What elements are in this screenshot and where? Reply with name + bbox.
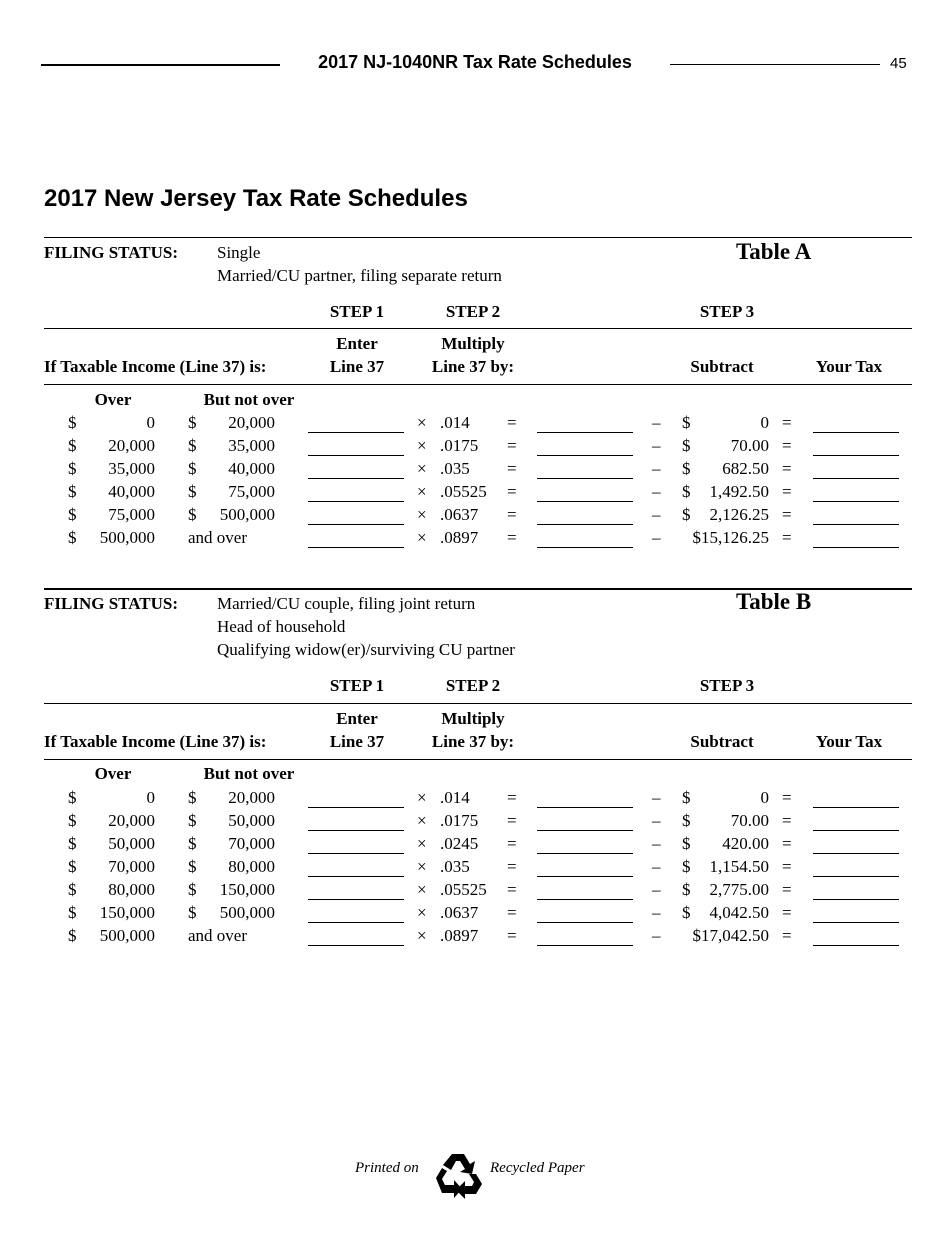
subtract-amount: 2,126.25: [709, 505, 769, 524]
subtract-amount: 420.00: [722, 834, 769, 853]
dollar-sign: $: [68, 903, 77, 922]
times-sign: ×: [417, 528, 427, 547]
page-header-title: 2017 NJ-1040NR Tax Rate Schedules: [318, 52, 632, 72]
times-sign: ×: [417, 926, 427, 945]
over-value: 0: [146, 788, 155, 807]
over-heading: Over: [94, 764, 132, 783]
your-tax-blank[interactable]: [813, 501, 899, 502]
table-a-header-rule: [44, 384, 912, 385]
product-blank[interactable]: [537, 478, 633, 479]
your-tax-blank[interactable]: [813, 876, 899, 877]
minus-sign: –: [652, 482, 661, 501]
dollar-sign: $: [68, 482, 77, 501]
filing-status-label: FILING STATUS:: [44, 243, 178, 262]
footer-recycled-paper: Recycled Paper: [490, 1160, 585, 1176]
product-blank[interactable]: [537, 547, 633, 548]
dollar-sign: $: [188, 436, 197, 455]
step1-heading: STEP 1: [329, 676, 385, 695]
page-title: 2017 New Jersey Tax Rate Schedules: [44, 185, 468, 212]
not-over-value: 35,000: [228, 436, 275, 455]
dollar-sign: $: [188, 857, 197, 876]
times-sign: ×: [417, 505, 427, 524]
subtract-heading: Subtract: [690, 732, 754, 751]
dollar-sign: $: [188, 505, 197, 524]
equals-sign: =: [782, 482, 792, 501]
dollar-sign: $: [682, 880, 691, 899]
equals-sign: =: [782, 880, 792, 899]
line37-by-heading: Line 37 by:: [431, 732, 515, 751]
step3-heading: STEP 3: [699, 676, 755, 695]
equals-sign: =: [782, 926, 792, 945]
subtract-amount: 1,154.50: [709, 857, 769, 876]
line37-by-heading: Line 37 by:: [431, 357, 515, 376]
dollar-sign: $: [682, 436, 691, 455]
your-tax-blank[interactable]: [813, 432, 899, 433]
page-number: 45: [890, 55, 907, 72]
subtract-heading: Subtract: [690, 357, 754, 376]
over-value: 80,000: [108, 880, 155, 899]
table-row: [0, 459, 950, 479]
your-tax-blank[interactable]: [813, 899, 899, 900]
not-over-value: 50,000: [228, 811, 275, 830]
over-value: 20,000: [108, 811, 155, 830]
line37-heading: Line 37: [329, 357, 385, 376]
tax-rate: .014: [440, 413, 470, 432]
over-value: 75,000: [108, 505, 155, 524]
footer-printed-on: Printed on: [355, 1160, 419, 1176]
not-over-value: and over: [188, 528, 248, 547]
dollar-sign: $: [682, 505, 691, 524]
filing-status-item: Qualifying widow(er)/surviving CU partner: [217, 640, 515, 659]
dollar-sign: $: [682, 834, 691, 853]
not-over-value: 20,000: [228, 788, 275, 807]
equals-sign: =: [782, 413, 792, 432]
times-sign: ×: [417, 903, 427, 922]
minus-sign: –: [652, 811, 661, 830]
dollar-sign: $: [188, 788, 197, 807]
dollar-sign: $: [188, 482, 197, 501]
table-row: [0, 482, 950, 502]
equals-sign: =: [507, 811, 517, 830]
table-row: [0, 528, 950, 548]
dollar-sign: $: [68, 926, 77, 945]
table-row: [0, 857, 950, 877]
dollar-sign: $: [188, 459, 197, 478]
table-row: [0, 505, 950, 525]
equals-sign: =: [782, 857, 792, 876]
table-name: Table A: [736, 239, 812, 264]
your-tax-blank[interactable]: [813, 945, 899, 946]
line37-entry-blank[interactable]: [308, 853, 404, 854]
table-row: [0, 436, 950, 456]
dollar-sign: $: [68, 811, 77, 830]
over-value: 50,000: [108, 834, 155, 853]
income-heading: If Taxable Income (Line 37) is:: [44, 357, 267, 376]
product-blank[interactable]: [537, 853, 633, 854]
not-over-value: 500,000: [219, 903, 275, 922]
tax-rate: .0245: [440, 834, 479, 853]
dollar-sign: $: [682, 413, 691, 432]
table-row: [0, 880, 950, 900]
minus-sign: –: [652, 528, 661, 547]
tax-rate: .0637: [440, 505, 479, 524]
product-blank[interactable]: [537, 455, 633, 456]
times-sign: ×: [417, 788, 427, 807]
but-not-over-heading: But not over: [203, 390, 295, 409]
step1-heading: STEP 1: [329, 302, 385, 321]
subtract-amount: $17,042.50: [692, 926, 769, 945]
your-tax-blank[interactable]: [813, 922, 899, 923]
your-tax-blank[interactable]: [813, 853, 899, 854]
times-sign: ×: [417, 857, 427, 876]
filing-status-item: Married/CU partner, filing separate return: [217, 266, 502, 285]
over-heading: Over: [94, 390, 132, 409]
table-row: [0, 788, 950, 808]
dollar-sign: $: [188, 811, 197, 830]
line37-entry-blank[interactable]: [308, 455, 404, 456]
your-tax-blank[interactable]: [813, 478, 899, 479]
dollar-sign: $: [682, 459, 691, 478]
times-sign: ×: [417, 459, 427, 478]
product-blank[interactable]: [537, 524, 633, 525]
times-sign: ×: [417, 811, 427, 830]
product-blank[interactable]: [537, 432, 633, 433]
table-row: [0, 811, 950, 831]
equals-sign: =: [782, 811, 792, 830]
product-blank[interactable]: [537, 501, 633, 502]
over-value: 35,000: [108, 459, 155, 478]
minus-sign: –: [652, 505, 661, 524]
times-sign: ×: [417, 436, 427, 455]
tax-rate: .0175: [440, 811, 479, 830]
over-value: 500,000: [99, 926, 155, 945]
minus-sign: –: [652, 436, 661, 455]
equals-sign: =: [782, 528, 792, 547]
not-over-value: and over: [188, 926, 248, 945]
equals-sign: =: [507, 880, 517, 899]
not-over-value: 40,000: [228, 459, 275, 478]
dollar-sign: $: [682, 788, 691, 807]
minus-sign: –: [652, 788, 661, 807]
filing-status-item: Single: [217, 243, 261, 262]
dollar-sign: $: [68, 788, 77, 807]
not-over-value: 20,000: [228, 413, 275, 432]
equals-sign: =: [507, 413, 517, 432]
filing-status-label: FILING STATUS:: [44, 594, 178, 613]
dollar-sign: $: [682, 482, 691, 501]
over-value: 150,000: [99, 903, 155, 922]
line37-entry-blank[interactable]: [308, 807, 404, 808]
not-over-value: 80,000: [228, 857, 275, 876]
minus-sign: –: [652, 857, 661, 876]
over-value: 500,000: [99, 528, 155, 547]
over-value: 70,000: [108, 857, 155, 876]
your-tax-blank[interactable]: [813, 455, 899, 456]
table-a-step-rule: [44, 328, 912, 329]
subtract-amount: 1,492.50: [709, 482, 769, 501]
over-value: 20,000: [108, 436, 155, 455]
dollar-sign: $: [188, 903, 197, 922]
equals-sign: =: [507, 459, 517, 478]
equals-sign: =: [782, 903, 792, 922]
multiply-heading: Multiply: [441, 334, 505, 353]
over-value: 40,000: [108, 482, 155, 501]
equals-sign: =: [782, 459, 792, 478]
your-tax-blank[interactable]: [813, 547, 899, 548]
line37-entry-blank[interactable]: [308, 478, 404, 479]
product-blank[interactable]: [537, 922, 633, 923]
table-row: [0, 834, 950, 854]
line37-entry-blank[interactable]: [308, 876, 404, 877]
line37-entry-blank[interactable]: [308, 432, 404, 433]
times-sign: ×: [417, 482, 427, 501]
subtract-amount: 70.00: [730, 436, 769, 455]
dollar-sign: $: [68, 459, 77, 478]
tax-rate: .035: [440, 459, 470, 478]
line37-entry-blank[interactable]: [308, 830, 404, 831]
equals-sign: =: [507, 436, 517, 455]
line37-heading: Line 37: [329, 732, 385, 751]
your-tax-heading: Your Tax: [815, 732, 883, 751]
dollar-sign: $: [68, 505, 77, 524]
table-a-top-rule: [44, 237, 912, 238]
line37-entry-blank[interactable]: [308, 501, 404, 502]
subtract-amount: 682.50: [722, 459, 769, 478]
equals-sign: =: [782, 505, 792, 524]
enter-heading: Enter: [336, 334, 378, 353]
tax-rate: .05525: [440, 880, 487, 899]
subtract-amount: $15,126.25: [692, 528, 769, 547]
minus-sign: –: [652, 903, 661, 922]
but-not-over-heading: But not over: [203, 764, 295, 783]
subtract-amount: 4,042.50: [709, 903, 769, 922]
dollar-sign: $: [682, 811, 691, 830]
step2-heading: STEP 2: [445, 676, 501, 695]
equals-sign: =: [507, 788, 517, 807]
minus-sign: –: [652, 880, 661, 899]
tax-rate: .0175: [440, 436, 479, 455]
recycle-icon: [432, 1150, 484, 1202]
dollar-sign: $: [682, 903, 691, 922]
dollar-sign: $: [188, 880, 197, 899]
dollar-sign: $: [188, 834, 197, 853]
your-tax-blank[interactable]: [813, 524, 899, 525]
product-blank[interactable]: [537, 807, 633, 808]
product-blank[interactable]: [537, 945, 633, 946]
header-rule-right: [670, 64, 880, 65]
your-tax-heading: Your Tax: [815, 357, 883, 376]
equals-sign: =: [507, 926, 517, 945]
equals-sign: =: [507, 482, 517, 501]
minus-sign: –: [652, 926, 661, 945]
not-over-value: 70,000: [228, 834, 275, 853]
times-sign: ×: [417, 880, 427, 899]
equals-sign: =: [782, 788, 792, 807]
not-over-value: 150,000: [219, 880, 275, 899]
line37-entry-blank[interactable]: [308, 945, 404, 946]
table-row: [0, 413, 950, 433]
line37-entry-blank[interactable]: [308, 547, 404, 548]
table-b-header-rule: [44, 759, 912, 760]
equals-sign: =: [507, 903, 517, 922]
table-row: [0, 903, 950, 923]
line37-entry-blank[interactable]: [308, 899, 404, 900]
table-b-step-rule: [44, 703, 912, 704]
equals-sign: =: [782, 436, 792, 455]
subtract-amount: 2,775.00: [709, 880, 769, 899]
line37-entry-blank[interactable]: [308, 524, 404, 525]
your-tax-blank[interactable]: [813, 807, 899, 808]
step3-heading: STEP 3: [699, 302, 755, 321]
dollar-sign: $: [68, 834, 77, 853]
table-name: Table B: [736, 589, 812, 614]
tax-rate: .0637: [440, 903, 479, 922]
your-tax-blank[interactable]: [813, 830, 899, 831]
minus-sign: –: [652, 413, 661, 432]
tax-rate: .05525: [440, 482, 487, 501]
dollar-sign: $: [68, 436, 77, 455]
minus-sign: –: [652, 459, 661, 478]
income-heading: If Taxable Income (Line 37) is:: [44, 732, 267, 751]
step2-heading: STEP 2: [445, 302, 501, 321]
filing-status-item: Head of household: [217, 617, 346, 636]
tax-rate: .0897: [440, 926, 479, 945]
subtract-amount: 70.00: [730, 811, 769, 830]
equals-sign: =: [507, 528, 517, 547]
subtract-amount: 0: [760, 413, 769, 432]
dollar-sign: $: [68, 880, 77, 899]
dollar-sign: $: [188, 413, 197, 432]
equals-sign: =: [507, 505, 517, 524]
multiply-heading: Multiply: [441, 709, 505, 728]
dollar-sign: $: [682, 857, 691, 876]
dollar-sign: $: [68, 528, 77, 547]
minus-sign: –: [652, 834, 661, 853]
product-blank[interactable]: [537, 830, 633, 831]
subtract-amount: 0: [760, 788, 769, 807]
not-over-value: 500,000: [219, 505, 275, 524]
over-value: 0: [146, 413, 155, 432]
equals-sign: =: [507, 857, 517, 876]
equals-sign: =: [507, 834, 517, 853]
dollar-sign: $: [68, 413, 77, 432]
product-blank[interactable]: [537, 899, 633, 900]
equals-sign: =: [782, 834, 792, 853]
filing-status-item: Married/CU couple, filing joint return: [217, 594, 476, 613]
tax-rate: .035: [440, 857, 470, 876]
dollar-sign: $: [68, 857, 77, 876]
tax-rate: .014: [440, 788, 470, 807]
product-blank[interactable]: [537, 876, 633, 877]
line37-entry-blank[interactable]: [308, 922, 404, 923]
not-over-value: 75,000: [228, 482, 275, 501]
times-sign: ×: [417, 834, 427, 853]
table-row: [0, 926, 950, 946]
enter-heading: Enter: [336, 709, 378, 728]
tax-rate: .0897: [440, 528, 479, 547]
times-sign: ×: [417, 413, 427, 432]
